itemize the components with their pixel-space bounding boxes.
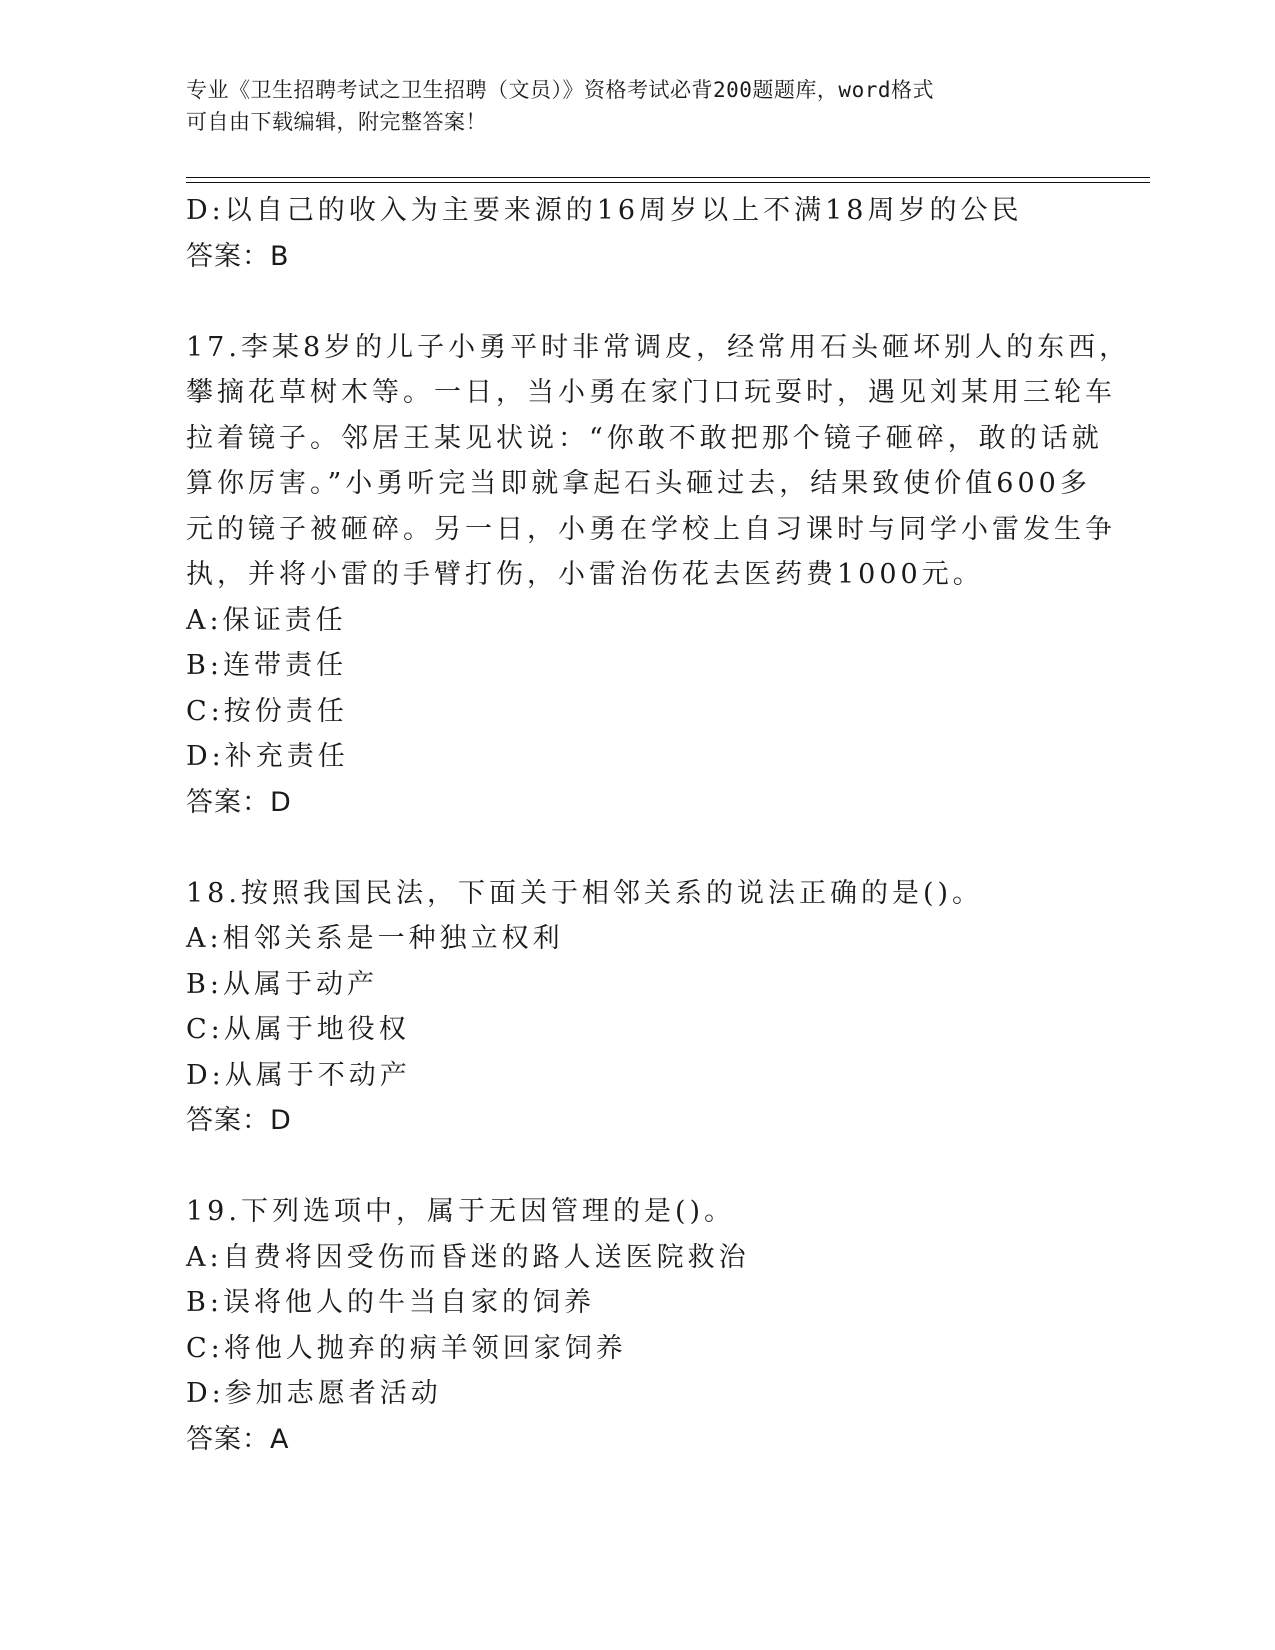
question-text-line: 攀摘花草树木等。一日，当小勇在家门口玩耍时，遇见刘某用三轮车 [186, 377, 1116, 408]
answer-line: 答案：A [186, 1423, 290, 1455]
question-text-line: 拉着镜子。邻居王某见状说：“你敢不敢把那个镜子砸碎，敢的话就 [186, 422, 1103, 454]
answer-line: 答案：D [186, 1105, 292, 1136]
question-19 [186, 1189, 1066, 1462]
question-16-tail [186, 188, 1066, 279]
option-c: C:将他人抛弃的病羊领回家饲养 [186, 1332, 627, 1364]
option-d: D:补充责任 [186, 741, 349, 772]
option-b: B:误将他人的牛当自家的饲养 [186, 1287, 595, 1318]
question-text-line: 执，并将小雷的手臂打伤，小雷治伤花去医药费1000元。 [186, 559, 984, 590]
option-a: A:自费将因受伤而昏迷的路人送医院救治 [186, 1241, 750, 1273]
option-d: D:从属于不动产 [186, 1059, 411, 1091]
answer-line: 答案：B [186, 240, 290, 272]
option-d: D:以自己的收入为主要来源的16周岁以上不满18周岁的公民 [186, 195, 1023, 226]
question-18 [186, 871, 1066, 1144]
option-b: B:连带责任 [186, 650, 347, 681]
question-text-line: 19.下列选项中，属于无因管理的是()。 [186, 1196, 736, 1227]
question-17 [186, 325, 1131, 826]
option-a: A:保证责任 [186, 604, 347, 636]
header-rule-bottom [186, 182, 1150, 183]
answer-line: 答案：D [186, 786, 292, 818]
option-c: C:从属于地役权 [186, 1014, 410, 1045]
option-d: D:参加志愿者活动 [186, 1378, 442, 1409]
question-text-line: 元的镜子被砸碎。另一日，小勇在学校上自习课时与同学小雷发生争 [186, 513, 1116, 545]
option-b: B:从属于动产 [186, 968, 378, 1000]
option-a: A:相邻关系是一种独立权利 [186, 923, 564, 954]
document-header [186, 74, 1086, 138]
question-text-line: 17.李某8岁的儿子小勇平时非常调皮，经常用石头砸坏别人的东西， [186, 331, 1131, 363]
header-line-1: 专业《卫生招聘考试之卫生招聘（文员）》资格考试必背200题题库，word格式 [186, 78, 934, 102]
option-c: C:按份责任 [186, 695, 348, 727]
question-text-line: 算你厉害。”小勇听完当即就拿起石头砸过去，结果致使价值600多 [186, 468, 1091, 499]
header-line-2: 可自由下载编辑，附完整答案！ [186, 110, 487, 134]
question-list [186, 188, 1131, 1462]
question-text-line: 18.按照我国民法，下面关于相邻关系的说法正确的是()。 [186, 877, 984, 909]
header-rule-top [186, 177, 1150, 178]
